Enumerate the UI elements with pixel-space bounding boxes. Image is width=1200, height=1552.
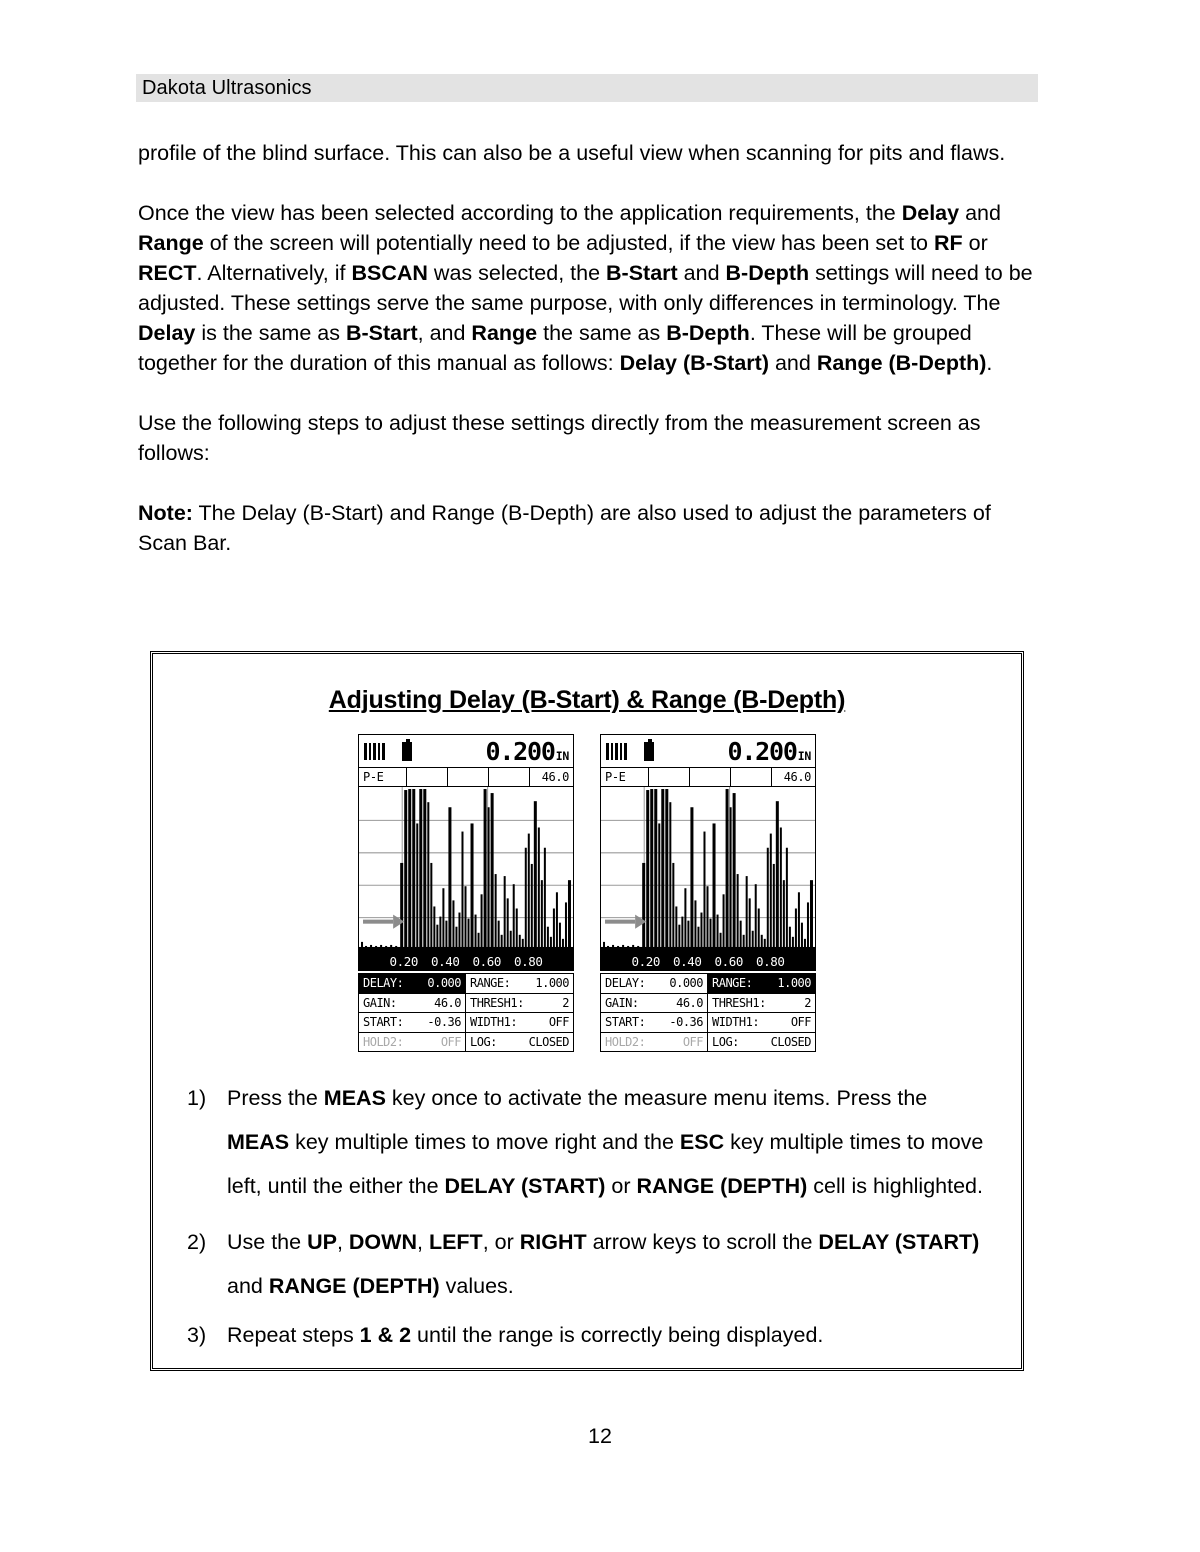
param-delay-value: 0.000 [427, 976, 461, 991]
page-number: 12 [588, 1424, 612, 1448]
param-hold2-label: HOLD2: [363, 1034, 404, 1049]
step-1-number: 1) [187, 1086, 207, 1110]
param-row [359, 1013, 573, 1033]
param-gain[interactable] [359, 994, 466, 1013]
p2-t12: . These will be grouped together for the duration of this manual as follows: [138, 321, 972, 375]
paragraph-delay-range [138, 198, 1038, 378]
param-log[interactable] [708, 1033, 815, 1052]
param-start[interactable] [601, 1013, 708, 1032]
param-row [359, 994, 573, 1014]
p2-t8: settings will need to be adjusted. These settings serve the same purpose, with only differences in terminology. The [138, 261, 1033, 315]
p2-b1: Delay [901, 201, 960, 225]
status-blank-1 [407, 768, 448, 786]
step-3-text: Repeat steps 1 & 2 until the range is correctly being displayed. [227, 1323, 824, 1347]
waveform-plot-right [600, 787, 816, 951]
p2-t14: . [986, 351, 993, 375]
thickness-value: 0.200 [727, 736, 797, 766]
param-thresh1[interactable] [466, 994, 573, 1013]
p2-t11: the same as [537, 321, 667, 345]
param-delay[interactable] [359, 974, 466, 993]
running-header [136, 74, 1038, 102]
lcd-status-row [358, 768, 574, 787]
instruction-steps [187, 1076, 987, 1350]
step-3 [187, 1320, 987, 1350]
param-range[interactable] [466, 974, 573, 993]
param-width1-label: WIDTH1: [470, 1015, 518, 1030]
param-start-label: START: [605, 1015, 646, 1030]
p2-b7: B-Depth [725, 261, 810, 285]
param-delay-label: DELAY: [605, 976, 646, 991]
p2-t4: or [962, 231, 988, 255]
param-log-label: LOG: [470, 1034, 497, 1049]
p2-b8: Delay [138, 321, 196, 345]
battery-icon [402, 742, 412, 761]
p2-b10: Range [471, 321, 538, 345]
param-thresh1-value: 2 [804, 995, 811, 1010]
lcd-header-bar [358, 734, 574, 768]
p2-t13: and [768, 351, 817, 375]
param-width1-value: OFF [790, 1015, 811, 1030]
scale-label-1: 0.20 [631, 953, 660, 969]
status-blank-3 [731, 768, 772, 786]
p2-t2: and [959, 201, 1001, 225]
param-range[interactable] [708, 974, 815, 993]
scale-label-4: 0.80 [756, 953, 785, 969]
param-row [601, 1013, 815, 1033]
param-thresh1[interactable] [708, 994, 815, 1013]
lcd-scale-bar [600, 951, 816, 971]
p2-t9: is the same as [195, 321, 346, 345]
param-delay-label: DELAY: [363, 976, 404, 991]
param-hold2-value: OFF [682, 1034, 703, 1049]
param-width1[interactable] [466, 1013, 573, 1032]
figure-container [150, 651, 1024, 1371]
figure-title: Adjusting Delay (B-Start) & Range (B-Depth) [328, 686, 846, 714]
p2-b4: RECT [138, 261, 197, 285]
param-delay[interactable] [601, 974, 708, 993]
status-blank-2 [690, 768, 731, 786]
note-label: Note: [138, 501, 193, 525]
param-width1[interactable] [708, 1013, 815, 1032]
p2-b13: Range (B-Depth) [816, 351, 987, 375]
param-row [601, 994, 815, 1014]
p2-b5: BSCAN [351, 261, 428, 285]
p2-t7: and [677, 261, 726, 285]
param-row [359, 973, 573, 994]
paragraph-note [138, 498, 1038, 558]
paragraph-continuation: profile of the blind surface. This can also be a useful view when scanning for pits and flaws. [138, 141, 1006, 165]
param-hold2-label: HOLD2: [605, 1034, 646, 1049]
param-range-label: RANGE: [470, 976, 511, 991]
param-start-value: -0.36 [427, 1015, 461, 1030]
status-blank-2 [448, 768, 489, 786]
param-width1-label: WIDTH1: [712, 1015, 760, 1030]
scale-label-3: 0.60 [472, 953, 502, 969]
lcd-header-bar [600, 734, 816, 768]
param-hold2[interactable] [359, 1033, 466, 1052]
running-header-title: Dakota Ultrasonics [142, 76, 312, 99]
scale-label-3: 0.60 [714, 953, 744, 969]
step-3-number: 3) [187, 1323, 207, 1347]
param-start[interactable] [359, 1013, 466, 1032]
lcd-parameter-grid [358, 973, 574, 1052]
lcd-parameter-grid [600, 973, 816, 1052]
param-range-value: 1.000 [535, 976, 569, 991]
param-thresh1-value: 2 [562, 995, 569, 1010]
p2-t10: , and [417, 321, 472, 345]
thickness-reading [727, 736, 812, 766]
param-gain-label: GAIN: [605, 995, 639, 1010]
step-2 [187, 1220, 987, 1308]
param-hold2[interactable] [601, 1033, 708, 1052]
p2-b9: B-Start [345, 321, 418, 345]
p2-t3: of the screen will potentially need to be adjusted, if the view has been set to [203, 231, 934, 255]
param-log-value: CLOSED [770, 1034, 811, 1049]
param-row [601, 1033, 815, 1052]
thickness-reading [485, 736, 570, 766]
param-gain-value: 46.0 [434, 995, 461, 1010]
param-row [359, 1033, 573, 1052]
p2-t1: Once the view has been selected according to the application requirements, the [138, 201, 902, 225]
step-2-text: Use the UP, DOWN, LEFT, or RIGHT arrow keys to scroll the DELAY (START) and RANGE (DEPTH) values. [227, 1230, 980, 1298]
left-lcd-screen [358, 734, 574, 1052]
status-gain: 46.0 [783, 770, 811, 784]
param-thresh1-label: THRESH1: [712, 995, 766, 1010]
lcd-scale-bar [358, 951, 574, 971]
step-1-text: Press the MEAS key once to activate the measure menu items. Press the MEAS key multiple times to move right and the ESC key multiple times to move left, until the either the DELAY (START) or RANGE (DEPTH) cell is highlighted. [227, 1086, 984, 1198]
scale-label-2: 0.40 [430, 953, 460, 969]
param-thresh1-label: THRESH1: [470, 995, 524, 1010]
p2-b3: RF [933, 231, 963, 255]
lcd-status-row [600, 768, 816, 787]
status-blank-1 [649, 768, 690, 786]
right-lcd-screen [600, 734, 816, 1052]
step-1 [187, 1076, 987, 1208]
param-start-value: -0.36 [669, 1015, 703, 1030]
p2-t5: . Alternatively, if [196, 261, 352, 285]
signal-strength-icon [606, 743, 627, 760]
thickness-unit: IN [555, 748, 569, 763]
note-text: The Delay (B-Start) and Range (B-Depth) are also used to adjust the parameters of Scan Bar. [138, 501, 991, 555]
param-log-label: LOG: [712, 1034, 739, 1049]
step-2-number: 2) [187, 1230, 207, 1254]
param-log-value: CLOSED [528, 1034, 569, 1049]
p2-b2: Range [138, 231, 204, 255]
param-hold2-value: OFF [440, 1034, 461, 1049]
status-mode: P-E [601, 768, 649, 786]
document-body [138, 138, 1038, 588]
waveform-plot-left [358, 787, 574, 951]
p2-b11: B-Depth [666, 321, 750, 345]
paragraph-use-steps: Use the following steps to adjust these settings directly from the measurement screen as follows: [138, 411, 981, 465]
gate-arrow-icon [363, 915, 404, 929]
param-range-value: 1.000 [777, 976, 811, 991]
param-delay-value: 0.000 [669, 976, 703, 991]
p2-b6: B-Start [606, 261, 678, 285]
param-gain[interactable] [601, 994, 708, 1013]
p2-t6: was selected, the [427, 261, 607, 285]
status-mode: P-E [359, 768, 407, 786]
param-range-label: RANGE: [712, 976, 753, 991]
param-width1-value: OFF [548, 1015, 569, 1030]
param-gain-label: GAIN: [363, 995, 397, 1010]
p2-b12: Delay (B-Start) [619, 351, 769, 375]
gate-arrow-icon [605, 915, 646, 929]
scale-label-4: 0.80 [514, 953, 543, 969]
param-log[interactable] [466, 1033, 573, 1052]
param-start-label: START: [363, 1015, 404, 1030]
param-row [601, 973, 815, 994]
status-blank-3 [489, 768, 530, 786]
scale-label-2: 0.40 [672, 953, 702, 969]
waveform-svg [359, 787, 573, 950]
thickness-unit: IN [797, 748, 811, 763]
waveform-svg [601, 787, 815, 950]
lcd-screenshot-row [153, 734, 1021, 1052]
status-gain: 46.0 [541, 770, 569, 784]
param-gain-value: 46.0 [676, 995, 703, 1010]
thickness-value: 0.200 [485, 736, 555, 766]
scale-label-1: 0.20 [389, 953, 418, 969]
battery-icon [644, 742, 654, 761]
signal-strength-icon [364, 743, 385, 760]
